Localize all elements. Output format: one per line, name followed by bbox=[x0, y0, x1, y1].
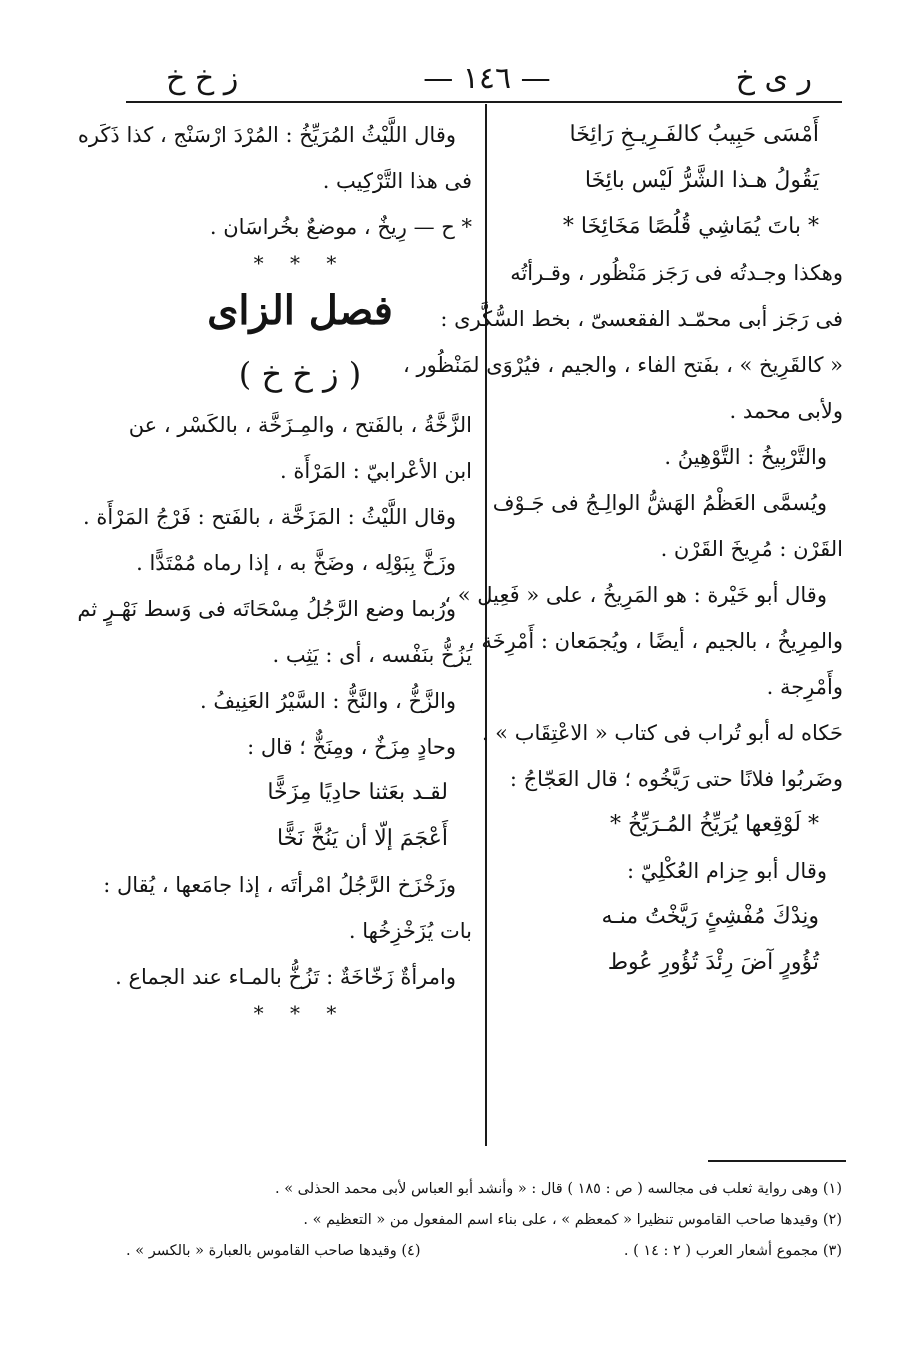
verse-line: لقـد بعَثنا حادِيًا مِزَخًّا bbox=[267, 780, 448, 805]
text-line: ابن الأعْرابيّ : المَرْأَة . bbox=[279, 459, 472, 483]
text-line: وقال أبو خَيْرة : هو المَرِيخُ ، على « فَعِيل » ، bbox=[444, 583, 827, 607]
text-line: وضَربُوا فلانًا حتى رَيَّخُوه ؛ قال العَجّاجُ : bbox=[509, 767, 843, 791]
footnote: (٣) مجموع أشعار العرب ( ٢ : ١٤ ) . bbox=[623, 1243, 842, 1259]
text-line: ولأبى محمد . bbox=[729, 399, 843, 423]
text-line: * ح — رِيخٌ ، موضعٌ بخُراسَان . bbox=[209, 215, 472, 239]
text-line: والتَّرْبِيخُ : التَّوْهِينُ . bbox=[664, 445, 827, 469]
verse-line: * لَوْقِعها يُرَيِّخُ المُـرَيِّخُ * bbox=[609, 812, 819, 837]
text-line: فى رَجَز أبى محمّـد الفقعسىّ ، بخط السُّكَّرى : bbox=[440, 307, 843, 331]
verse-line: يَقُولُ هـذا الشَّرُّ لَيْس بائِخَا bbox=[584, 168, 819, 193]
root-heading: ( ز خ خ ) bbox=[238, 355, 362, 393]
text-line: « كالقَرِيخ » ، بفَتح الفاء ، والجيم ، فيُرْوَى لمَنْظُور ، bbox=[402, 353, 843, 377]
footnote: (١) وهى رواية ثعلب فى مجالسه ( ص : ١٨٥ ) قال : « وأنشد أبو العباس لأبى محمد الحذلى » . bbox=[274, 1181, 842, 1197]
text-line: بات يُزَخْزِخُها . bbox=[348, 919, 472, 943]
footnotes bbox=[126, 1174, 842, 1267]
text-line: ورُبما وضع الرَّجُلُ مِسْحَاتَه فى وَسط نَهْـرٍ ثم bbox=[77, 597, 456, 621]
verse-line: ونِدْكَ مُفْشِئٍ رَيَّخْتُ منـه bbox=[601, 904, 819, 929]
header-rule bbox=[126, 101, 842, 103]
verse-line: * باتَ يُمَاشِي قُلُصًا مَخَائِخَا * bbox=[562, 214, 819, 239]
footnote-rule bbox=[708, 1160, 846, 1162]
verse-line: تُؤُورٍ آضَ رِئْدَ تُؤُورِ عُوط bbox=[607, 950, 819, 975]
footnote: (٤) وقيدها صاحب القاموس بالعبارة « بالكسر » . bbox=[126, 1243, 421, 1259]
text-line: وقال اللَّيْثُ : المَزَخَّة ، بالفَتح : فَرْجُ المَرْأَة . bbox=[83, 505, 456, 529]
text-line: وزَخَّ بِبَوْلِه ، وضَخَّ به ، إذا رماه مُمْتَدًّا . bbox=[136, 551, 456, 575]
text-line: يَزُخُّ بنَفْسه ، أى : يَثِب . bbox=[272, 643, 472, 667]
text-line: وزَخْزَخ الرَّجُلُ امْرأتَه ، إذا جامَعها ، يُقال : bbox=[103, 873, 456, 897]
text-line: الزَّخَّةُ ، بالفَتح ، والمِـزَخَّة ، بالكَسْر ، عن bbox=[128, 413, 472, 437]
footnote: (٢) وقيدها صاحب القاموس تنظيرا « كمعظم » ، على بناء اسم المفعول من « التعظيم » . bbox=[303, 1212, 842, 1228]
text-line: فى هذا التَّرْكِيب . bbox=[322, 169, 472, 193]
page-header bbox=[126, 58, 842, 98]
text-line: وقال أبو حِزام العُكْلِيّ : bbox=[627, 859, 827, 883]
text-line: حَكاه له أبو تُراب فى كتاب « الاعْتِقَاب » . bbox=[481, 721, 843, 745]
text-line: القَرْن : مُرِيخَ القَرْن . bbox=[660, 537, 843, 561]
footnote-row bbox=[126, 1236, 842, 1267]
text-line: وحادٍ مِزَخٌ ، ومِنَخٌّ ؛ قال : bbox=[247, 735, 456, 759]
verse-line: أَعْجَمَ إلّا أن يَنُخَّ نَخًّا bbox=[277, 826, 448, 851]
text-line: وامرأةٌ زَخّاخَةٌ : تَزُخُّ بالمـاء عند الجماع . bbox=[115, 965, 456, 989]
end-stars: * * * bbox=[253, 1001, 347, 1025]
text-line: وأَمْرِجة . bbox=[766, 675, 843, 699]
text-line: والمِرِيخُ ، بالجيم ، أيضًا ، ويُجمَعان : أَمْرِخَة ، bbox=[467, 629, 843, 653]
separator-stars: * * * bbox=[253, 251, 347, 275]
text-line: وهكذا وجـدتُه فى رَجَز مَنْظُور ، وقـرأتُه bbox=[510, 261, 843, 285]
left-column bbox=[77, 112, 472, 1026]
header-left-root: ز خ خ bbox=[166, 60, 239, 96]
verse-line: أَمْسَى حَبِيبُ كالفَـرِيـخِ رَائِخَا bbox=[569, 122, 819, 147]
page-number: — ١٤٦ — bbox=[423, 60, 551, 96]
text-line: ويُسمَّى العَظْمُ الهَشُّ الوالِـجُ فى جَـوْف bbox=[492, 491, 827, 515]
header-right-root: ر ى خ bbox=[735, 60, 812, 96]
text-line: والزَّخُّ ، والنَّخُّ : السَّيْرُ العَنِيفُ . bbox=[199, 689, 456, 713]
section-title: فصل الزاى bbox=[207, 287, 393, 334]
text-line: وقال اللَّيْثُ المُرَيِّخُ : المُرْدَ ارْسَنْج ، كذا ذَكَره bbox=[77, 123, 456, 147]
